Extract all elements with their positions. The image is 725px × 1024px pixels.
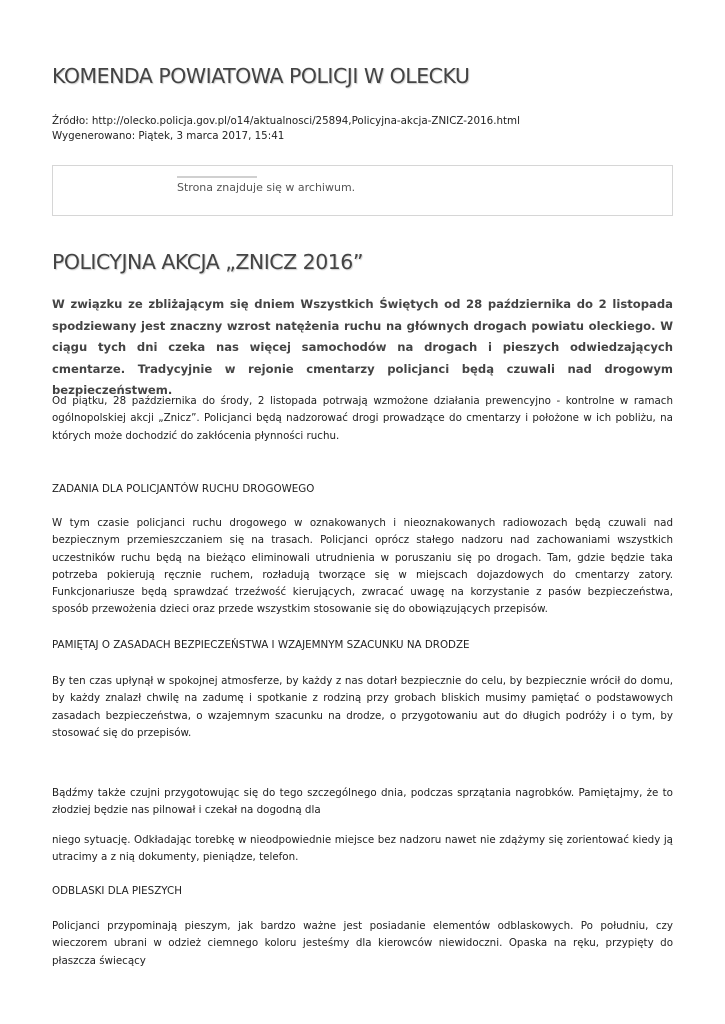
site-title: KOMENDA POWIATOWA POLICJI W OLECKU xyxy=(52,64,470,88)
section-heading-reflectors: ODBLASKI DLA PIESZYCH xyxy=(52,885,182,897)
archive-notice-box xyxy=(52,165,673,216)
section-heading-safety-respect: PAMIĘTAJ O ZASADACH BEZPIECZEŃSTWA I WZAJEMNYM SZACUNKU NA DRODZE xyxy=(52,639,470,651)
paragraph-1: Od piątku, 28 października do środy, 2 listopada potrwają wzmożone działania prewencyjno - kontrolne w ramach ogólnopolskiej akcji „Znicz”. Policjanci będą nadzorować drogi prowadzące do cmentarzy i położone w ich pobliżu, na których może dochodzić do zakłócenia płynności ruchu. xyxy=(52,395,673,442)
generated-date: Wygenerowano: Piątek, 3 marca 2017, 15:41 xyxy=(52,130,285,142)
paragraph-6: Policjanci przypominają pieszym, jak bardzo ważne jest posiadanie elementów odblaskowych. Po południu, czy wieczorem ubrani w odzież ciemnego koloru jesteśmy dla kierowców niewidoczni. Opaska na ręku, przypięty do płaszcza świecący xyxy=(52,920,673,967)
section-heading-traffic-police: ZADANIA DLA POLICJANTÓW RUCHU DROGOWEGO xyxy=(52,483,315,495)
document-meta xyxy=(52,114,520,144)
paragraph-3: By ten czas upłynął w spokojnej atmosferze, by każdy z nas dotarł bezpiecznie do celu, by bezpiecznie wrócił do domu, by każdy znalazł chwilę na zadumę i spotkanie z rodziną przy grobach bliskich musimy pamiętać o podstawowych zasadach bezpieczeństwa, o wzajemnym szacunku na drodze, o przygotowaniu aut do długich podróży i o tym, by stosować się do przepisów. xyxy=(52,675,673,739)
paragraph-4: Bądźmy także czujni przygotowując się do tego szczególnego dnia, podczas sprzątania nagrobków. Pamiętajmy, że to złodziej będzie nas pilnował i czekał na dogodną dla xyxy=(52,787,673,817)
source-url: Źródło: http://olecko.policja.gov.pl/o14/aktualnosci/25894,Policyjna-akcja-ZNICZ-2016.html xyxy=(52,115,520,127)
article-title: POLICYJNA AKCJA „ZNICZ 2016” xyxy=(52,250,363,274)
archive-notice-rule xyxy=(177,176,257,178)
paragraph-5: niego sytuację. Odkładając torebkę w nieodpowiednie miejsce bez nadzoru nawet nie zdążymy się zorientować kiedy ją utracimy a z nią dokumenty, pieniądze, telefon. xyxy=(52,834,673,864)
paragraph-2: W tym czasie policjanci ruchu drogowego w oznakowanych i nieoznakowanych radiowozach będą czuwali nad bezpiecznym przemieszczaniem się na trasach. Policjanci oprócz stałego nadzoru nad zachowaniami wszystkich uczestników ruchu będą na bieżąco eliminowali utrudnienia w poruszaniu się po drogach. Tam, gdzie będzie taka potrzeba pokierują ręcznie ruchem, rozładują tworzące się w miejscach dojazdowych do cmentarzy zatory. Funkcjonariusze będą sprawdzać trzeźwość kierujących, zwracać uwagę na korzystanie z pasów bezpieczeństwa, sposób przewożenia dzieci oraz przede wszystkim stosowanie się do obowiązujących przepisów. xyxy=(52,517,673,616)
article-lead: W związku ze zbliżającym się dniem Wszystkich Świętych od 28 października do 2 listopada spodziewany jest znaczny wzrost natężenia ruchu na głównych drogach powiatu oleckiego. W ciągu tych dni czeka nas więcej samochodów na drogach i pieszych odwiedzających cmentarze. Tradycyjnie w rejonie cmentarzy policjanci będą czuwali nad drogowym bezpieczeństwem. xyxy=(52,297,673,397)
archive-notice-text: Strona znajduje się w archiwum. xyxy=(177,181,356,194)
